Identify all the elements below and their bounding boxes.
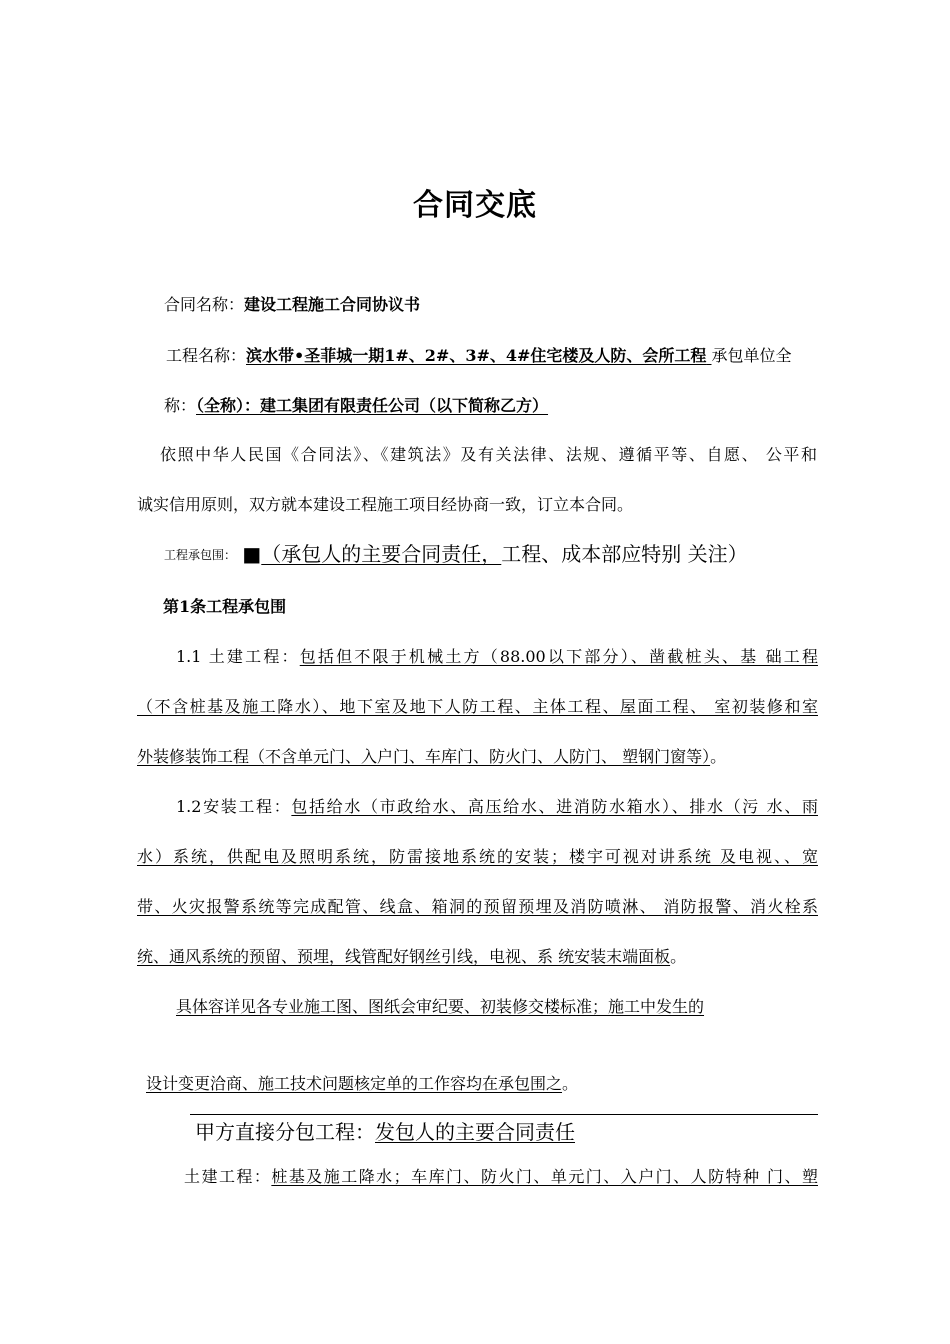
civil-works-prefix: 土建工程： xyxy=(184,1167,272,1186)
project-name-value: 滨水带•圣菲城一期1#、2#、3#、4#住宅楼及人防、会所工程 xyxy=(246,346,707,365)
scope-label-small: 工程承包围： xyxy=(164,548,237,562)
direct-sub-value: 发包人的主要合同责任 xyxy=(375,1120,575,1144)
direct-sub-label: 甲方直接分包工程： xyxy=(195,1120,375,1144)
contract-name-label: 合同名称： xyxy=(164,295,245,314)
clause-1-1-prefix: 1.1 土建工程： xyxy=(176,647,300,666)
clause-1-2-prefix: 1.2安装工程： xyxy=(176,797,292,816)
contractor-line xyxy=(164,393,548,416)
divider-line xyxy=(190,1114,818,1115)
contract-name-line xyxy=(164,292,420,315)
contractor-label-start: 承包单位全 xyxy=(711,346,792,365)
document-title: 合同交底 xyxy=(413,188,537,223)
project-name-label: 工程名称： xyxy=(166,346,247,365)
detail-line-2 xyxy=(146,1071,578,1094)
clause-1-1-line-3 xyxy=(137,744,726,767)
contract-name-value: 建设工程施工合同协议书 xyxy=(244,295,421,314)
intro-line-2: 诚实信用原则，双方就本建设工程施工项目经协商一致，订立本合同。 xyxy=(137,495,634,514)
intro-line-1: 依照中华人民国《合同法》、《建筑法》及有关法律、法规、遵循平等、自愿、 公平和 xyxy=(160,445,817,464)
clause-1-2-line-3: 带、火灾报警系统等完成配管、线盒、箱洞的预留预埋及消防喷淋、 消防报警、消火栓系 xyxy=(137,897,818,916)
square-bullet-icon: ■ xyxy=(242,542,262,566)
clause-1-1-end: 。 xyxy=(710,747,727,766)
clause-1-2-text-1: 包括给水（市政给水、高压给水、进消防水箱水）、排水（污 水、雨 xyxy=(291,797,818,816)
detail-text-2: 设计变更洽商、施工技术问题核定单的工作容均在承包围之 xyxy=(146,1074,563,1093)
detail-line-1: 具体容详见各专业施工图、图纸会审纪要、初装修交楼标准；施工中发生的 xyxy=(176,997,705,1016)
contractor-label-end: 称： xyxy=(164,396,197,415)
clause-1-1-text-1: 包括但不限于机械土方（88.00以下部分）、凿截桩头、基 础工程 xyxy=(299,647,818,666)
detail-end: 。 xyxy=(562,1074,579,1093)
scope-note-underlined: （承包人的主要合同责任， xyxy=(261,542,502,566)
clause-1-1-line-1 xyxy=(176,644,818,667)
contractor-value: （全称）：建工集团有限责任公司（以下简称乙方） xyxy=(196,396,549,415)
direct-sub-line xyxy=(195,1116,575,1145)
clause-1-2-text-4: 统、通风系统的预留、预埋，线管配好钢丝引线，电视、系 统安装末端面板 xyxy=(137,947,671,966)
scope-label-line xyxy=(164,538,748,567)
clause-1-2-line-4 xyxy=(137,944,686,967)
scope-note-rest: 工程、成本部应特别 关注） xyxy=(501,542,748,566)
clause-1-2-line-2: 水）系统，供配电及照明系统，防雷接地系统的安装；楼宇可视对讲系统 及电视、、宽 xyxy=(137,847,818,866)
civil-works-value: 桩基及施工降水；车库门、防火门、单元门、入户门、人防特种 门、塑 xyxy=(271,1167,818,1186)
article-1-heading: 第1条工程承包围 xyxy=(163,597,287,616)
clause-1-2-line-1 xyxy=(176,794,818,817)
civil-works-line xyxy=(184,1164,818,1187)
clause-1-1-text-3: 外装修装饰工程（不含单元门、入户门、车库门、防火门、人防门、 塑钢门窗等） xyxy=(137,747,711,766)
clause-1-1-line-2: （不含桩基及施工降水）、地下室及地下人防工程、主体工程、屋面工程、 室初装修和室 xyxy=(137,697,818,716)
project-name-line xyxy=(166,343,792,366)
clause-1-2-end: 。 xyxy=(670,947,687,966)
